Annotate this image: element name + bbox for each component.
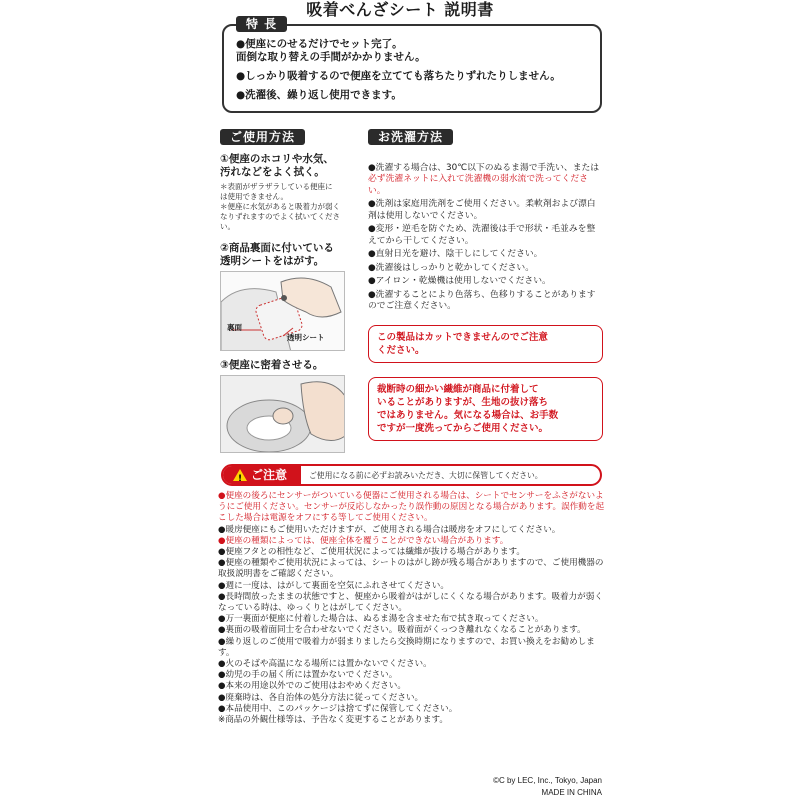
caution-item: ●便座の種類やご使用状況によっては、シートのはがし跡が残る場合がありますので、ご使用機器の取扱説明書をご確認ください。 <box>218 558 604 580</box>
washing-section <box>368 126 603 441</box>
washing-item: ●アイロン・乾燥機は使用しないでください。 <box>368 276 551 286</box>
no-cut-notice: この製品はカットできませんのでご注意 ください。 <box>368 325 603 363</box>
feature-item: ●洗濯後、繰り返し使用できます。 <box>236 89 402 101</box>
usage-step-3: ③便座に密着させる。 <box>220 359 324 371</box>
washing-item: ●洗剤は家庭用洗剤をご使用ください。柔軟剤および漂白剤は使用しないでください。 <box>368 199 596 221</box>
warning-icon: ! <box>233 469 247 481</box>
clear-sheet-label: 透明シート <box>287 333 325 342</box>
washing-item: ●洗濯後はしっかりと乾かしてください。 <box>368 262 535 273</box>
washing-heading: お洗濯方法 <box>368 129 453 145</box>
usage-step-2: ②商品裏面に付いている 透明シートをはがす。 <box>220 242 334 267</box>
caution-item: ●繰り返しのご使用で吸着力が弱まりましたら交換時期になりますので、お買い換えをお勧めします。 <box>218 636 595 658</box>
caution-item: ●便座フタとの相性など、ご使用状況によっては繊維が抜ける場合があります。 <box>218 547 525 558</box>
caution-item: ※商品の外観仕様等は、予告なく変更することがあります。 <box>218 715 448 726</box>
caution-heading-tab <box>223 466 301 484</box>
caution-list <box>218 491 608 726</box>
washing-item: ●洗濯することにより色落ち、色移りすることがありますのでご注意ください。 <box>368 289 596 311</box>
caution-item: ●週に一度は、はがして裏面を空気にふれさせてください。 <box>218 580 449 591</box>
origin-text: MADE IN CHINA <box>541 788 602 797</box>
washing-item-1-red: 必ず洗濯ネットに入れて洗濯機の弱水流で洗ってください。 <box>368 174 588 196</box>
fiber-notice: 裁断時の細かい繊維が商品に付着して いることがありますが、生地の抜け落ち ではありません。気になる場合は、お手数 ですが一度洗ってからご使用ください。 <box>368 377 603 441</box>
caution-item: ●火のそばや高温になる場所には置かないでください。 <box>218 659 432 670</box>
features-heading: 特 長 <box>236 16 287 32</box>
usage-section <box>220 126 348 453</box>
feature-item: ●便座にのせるだけでセット完了。 面倒な取り替えの手間がかかりません。 <box>236 38 426 63</box>
peel-sheet-illustration <box>220 271 345 351</box>
back-side-label: 裏面 <box>227 323 242 332</box>
caution-item: ●暖房便座にもご使用いただけますが、ご使用される場合は暖房をオフにしてください。 <box>218 524 561 535</box>
washing-item <box>368 151 603 197</box>
washing-item: ●変形・逆毛を防ぐため、洗濯後は手で形状・毛並みを整えてから干してください。 <box>368 224 596 246</box>
washing-item-1-text: ●洗濯する場合は、30℃以下のぬるま湯で手洗い、または <box>368 162 600 173</box>
features-box <box>222 17 602 113</box>
usage-step-1-notes: ＊表面がザラザラしている便座に は使用できません。 ＊便座に水気があると吸着力が弱く なりずれますのでよく拭いてください。 <box>220 182 340 231</box>
attach-seat-illustration <box>220 375 345 453</box>
caution-item: ●万一裏面が便座に付着した場合は、ぬるま湯を含ませた布で拭き取ってください。 <box>218 614 544 625</box>
usage-heading: ご使用方法 <box>220 129 305 145</box>
caution-item: ●廃棄時は、各自治体の処分方法に従ってください。 <box>218 692 424 703</box>
footer <box>493 775 602 799</box>
copyright-text: ©C by LEC, Inc., Tokyo, Japan <box>493 776 602 785</box>
document-title: 吸着べんざシート 説明書 <box>306 0 494 19</box>
caution-subtitle: ご使用になる前に必ずお読みいただき、大切に保管してください。 <box>309 470 543 480</box>
feature-item: ●しっかり吸着するので便座を立てても落ちたりずれたりしません。 <box>236 70 561 82</box>
caution-item: ●裏面の吸着面同士を合わせないでください。吸着面がくっつき離れなくなることがあります。 <box>218 625 586 636</box>
caution-item-sensor: ●便座の後ろにセンサーがついている便器にご使用される場合は、シートでセンサーをふさがないようにご使用ください。センサーが反応しなかったり誤作動の原因となる場合があります。誤作動を起こした場合は電源をオフにする等してご使用ください。 <box>218 491 605 524</box>
caution-item: ●長時間放ったままの状態ですと、便座から吸着がはがしにくくなる場合があります。吸着力が弱くなっている時は、ゆっくりとはがしてください。 <box>218 591 603 614</box>
caution-heading: ご注意 <box>251 468 288 482</box>
caution-bar <box>221 464 602 486</box>
caution-item-coverage: ●便座の種類によっては、便座全体を覆うことができない場合があります。 <box>218 535 509 546</box>
usage-step-1: ①便座のホコリや水気、 汚れなどをよく拭く。 <box>220 153 334 178</box>
washing-item: ●直射日光を避け、陰干しにしてください。 <box>368 249 543 259</box>
caution-item: ●幼児の手の届く所には置かないでください。 <box>218 670 398 681</box>
caution-item: ●本品使用中、このパッケージは捨てずに保管してください。 <box>218 703 458 714</box>
caution-item: ●本来の用途以外でのご使用はおやめください。 <box>218 681 406 692</box>
